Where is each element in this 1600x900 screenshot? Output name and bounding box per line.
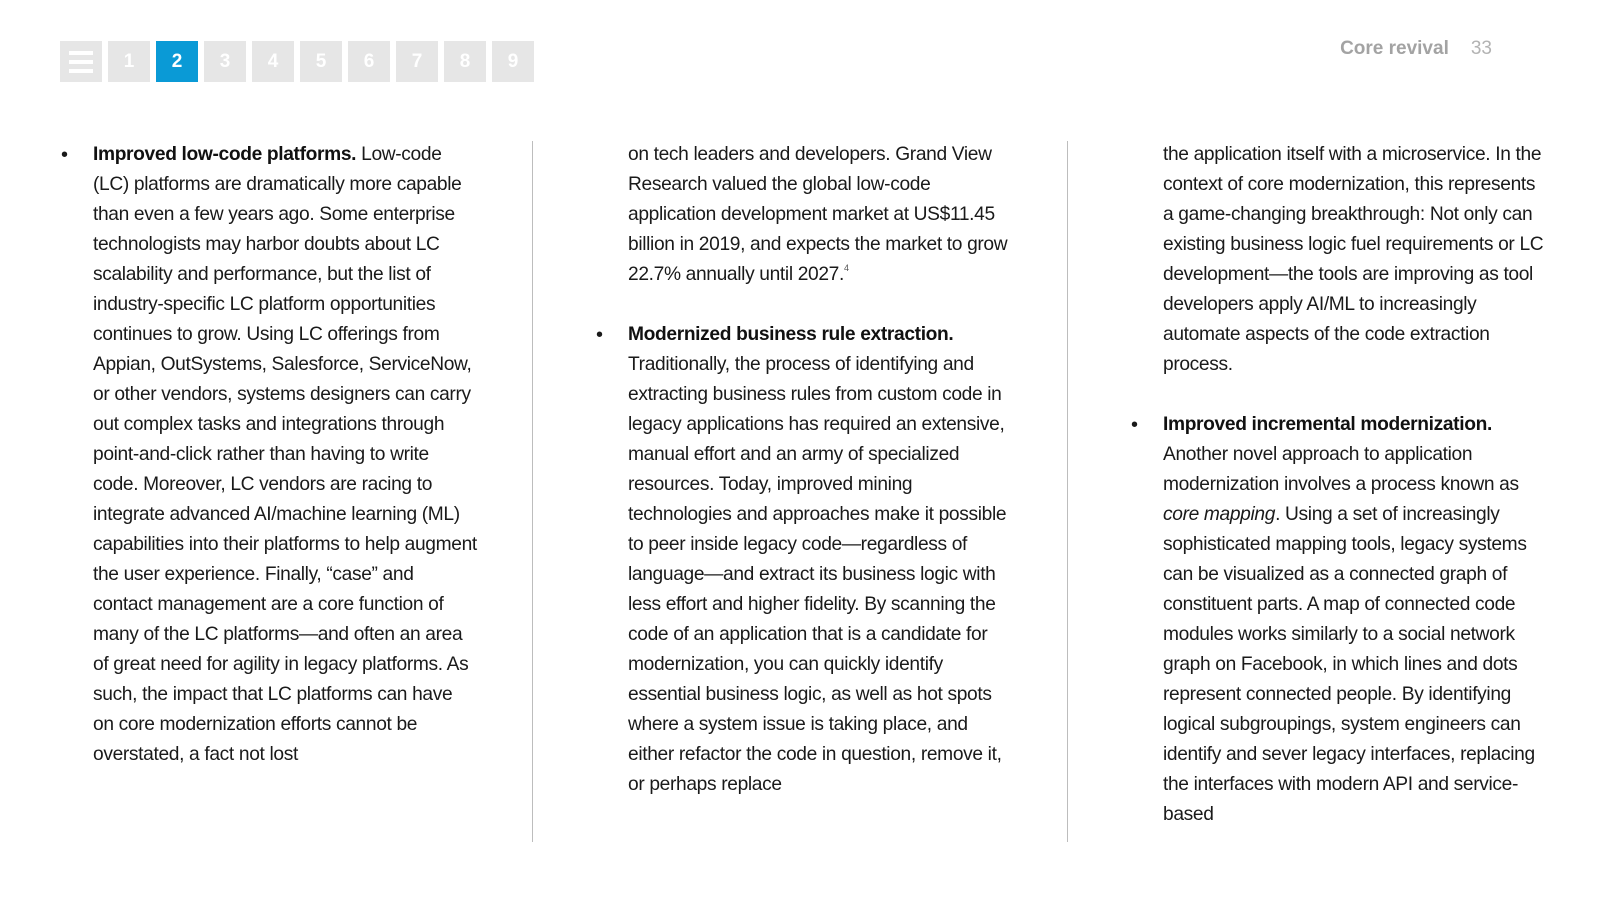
- page-button-7[interactable]: 7: [396, 41, 438, 82]
- page-button-6[interactable]: 6: [348, 41, 390, 82]
- page-number: 33: [1470, 38, 1492, 59]
- bullet-lead: Improved low-code platforms.: [93, 144, 357, 165]
- page-navigation: [60, 41, 534, 82]
- page-button-2[interactable]: 2: [156, 41, 198, 82]
- continuation-text: on tech leaders and developers. Grand View Research valued the global low-code application development market at US$11.45 billion in 2019, and expects the market to grow 22.7% annually until 2027.: [628, 144, 1008, 285]
- bullet-lead: Modernized business rule extraction.: [628, 324, 954, 345]
- paragraph-continuation: the application itself with a microservice. In the context of core modernization, this represents a game-changing breakthrough: Not only can existing business logic fuel requirements or LC development—the tools are improving as tool developers apply AI/ML to increasingly automate aspects of the code extraction process.: [1163, 144, 1544, 375]
- page-button-5[interactable]: 5: [300, 41, 342, 82]
- bullet-low-code: [61, 140, 477, 770]
- page-header: [1340, 38, 1492, 60]
- page-button-1[interactable]: 1: [108, 41, 150, 82]
- bullet-body-1: Another novel approach to application modernization involves a process known as: [1163, 444, 1519, 495]
- text-column-3: [1131, 140, 1549, 830]
- hamburger-icon: [69, 51, 93, 73]
- column-divider: [1067, 141, 1068, 842]
- bullet-lead: Improved incremental modernization.: [1163, 414, 1492, 435]
- column-divider: [532, 141, 533, 842]
- menu-button[interactable]: [60, 41, 102, 82]
- bullet-body: Low-code (LC) platforms are dramatically more capable than even a few years ago. Some enterprise technologists may harbor doubts about LC scalability and performance, but the list of industry-specific LC platform opportunities continues to grow. Using LC offerings from Appian, OutSystems, Salesforce, ServiceNow, or other vendors, systems designers can carry out complex tasks and integrations through point-and-click rather than having to write code. Moreover, LC vendors are racing to integrate advanced AI/machine learning (ML) capabilities into their platforms to help augment the user experience. Finally, “case” and contact management are a core function of many of the LC platforms—and often an area of great need for agility in legacy platforms. As such, the impact that LC platforms can have on core modernization efforts cannot be overstated, a fact not lost: [93, 144, 477, 765]
- page-button-8[interactable]: 8: [444, 41, 486, 82]
- page-button-9[interactable]: 9: [492, 41, 534, 82]
- bullet-incremental: [1131, 410, 1549, 830]
- page-button-4[interactable]: 4: [252, 41, 294, 82]
- text-column-1: [61, 140, 477, 770]
- page-button-3[interactable]: 3: [204, 41, 246, 82]
- footnote-ref[interactable]: 4: [844, 263, 849, 273]
- section-title: Core revival: [1340, 38, 1449, 59]
- bullet-body-2: . Using a set of increasingly sophisticated mapping tools, legacy systems can be visualized as a connected graph of constituent parts. A map of connected code modules works similarly to a social network graph on Facebook, in which lines and dots represent connected people. By identifying logical subgroupings, system engineers can identify and sever legacy interfaces, replacing the interfaces with modern API and service-based: [1163, 504, 1535, 825]
- core-mapping-term: core mapping: [1163, 504, 1276, 525]
- bullet-icon: •: [61, 144, 68, 166]
- text-column-2: [596, 140, 1012, 800]
- bullet-icon: •: [596, 324, 603, 346]
- bullet-body: Traditionally, the process of identifying and extracting business rules from custom code in legacy applications has required an extensive, manual effort and an army of specialized resources. Today, improved mining technologies and approaches make it possible to peer inside legacy code—regardless of language—and extract its business logic with less effort and higher fidelity. By scanning the code of an application that is a candidate for modernization, you can quickly identify essential business logic, as well as hot spots where a system issue is taking place, and either refactor the code in question, remove it, or perhaps replace: [628, 354, 1007, 795]
- paragraph-continuation: [628, 140, 1012, 290]
- bullet-business-rule: [596, 320, 1012, 800]
- bullet-icon: •: [1131, 414, 1138, 436]
